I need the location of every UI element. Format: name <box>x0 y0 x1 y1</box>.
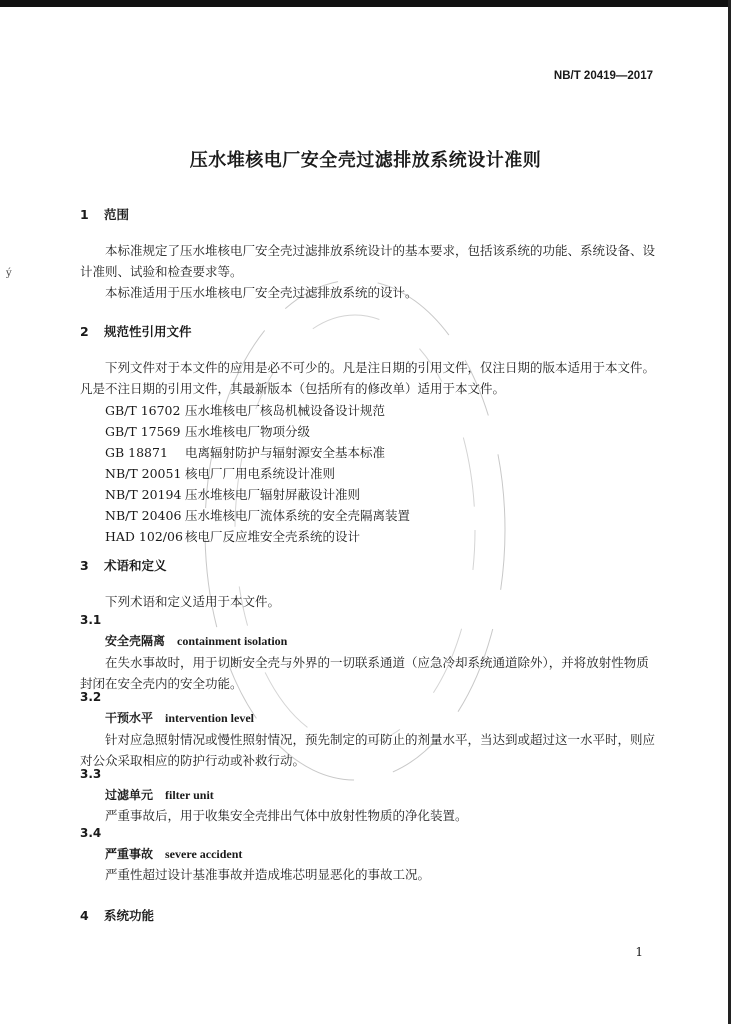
reference-title: 核电厂反应堆安全壳系统的设计 <box>185 529 361 544</box>
term-number: 3.4 <box>80 826 102 840</box>
scope-paragraph-1: 本标准规定了压水堆核电厂安全壳过滤排放系统设计的基本要求，包括该系统的功能、系统设备、设计准则、试验和检查要求等。 <box>80 243 656 279</box>
section-title: 系统功能 <box>104 908 155 923</box>
section-heading-functions <box>80 906 154 924</box>
section-title: 术语和定义 <box>104 558 167 573</box>
term-en: intervention level <box>165 711 254 725</box>
section-number: 4 <box>80 908 89 923</box>
terms-intro: 下列术语和定义适用于本文件。 <box>105 594 281 609</box>
page-number: 1 <box>635 945 643 959</box>
term-zh: 严重事故 <box>105 847 154 861</box>
scan-top-border <box>0 0 731 7</box>
reference-item <box>105 422 310 440</box>
term-zh: 安全壳隔离 <box>105 634 166 648</box>
section-number: 3 <box>80 558 89 573</box>
term-definition: 严重事故后，用于收集安全壳排出气体中放射性物质的净化装置。 <box>105 808 468 823</box>
standard-code: NB/T 20419—2017 <box>553 70 653 82</box>
references-intro: 下列文件对于本文件的应用是必不可少的。凡是注日期的引用文件，仅注日期的版本适用于本文件。凡是不注日期的引用文件，其最新版本（包括所有的修改单）适用于本文件。 <box>80 360 656 396</box>
term-number: 3.3 <box>80 767 102 781</box>
section-heading-terms <box>80 556 167 574</box>
reference-title: 核电厂厂用电系统设计准则 <box>185 466 336 481</box>
reference-item <box>105 464 335 482</box>
reference-item <box>105 506 410 524</box>
term-en: filter unit <box>165 788 214 802</box>
reference-item <box>105 485 360 503</box>
reference-item <box>105 401 385 419</box>
term-heading <box>105 786 214 803</box>
section-heading-scope <box>80 205 129 223</box>
reference-title: 压水堆核电厂辐射屏蔽设计准则 <box>185 487 361 502</box>
section-title: 范围 <box>104 207 130 222</box>
reference-code: NB/T 20406 <box>105 508 182 523</box>
section-title: 规范性引用文件 <box>104 324 192 339</box>
reference-code: GB/T 17569 <box>105 424 181 439</box>
document-title: 压水堆核电厂安全壳过滤排放系统设计准则 <box>189 150 542 171</box>
section-number: 2 <box>80 324 89 339</box>
reference-code: NB/T 20194 <box>105 487 182 502</box>
reference-title: 电离辐射防护与辐射源安全基本标准 <box>185 445 386 460</box>
term-number: 3.1 <box>80 613 102 627</box>
term-number: 3.2 <box>80 690 102 704</box>
reference-title: 压水堆核电厂核岛机械设备设计规范 <box>185 403 386 418</box>
scan-artifact: ý <box>6 268 12 279</box>
term-zh: 干预水平 <box>105 711 154 725</box>
reference-code: GB/T 16702 <box>105 403 181 418</box>
term-definition: 在失水事故时，用于切断安全壳与外界的一切联系通道（应急冷却系统通道除外），并将放射性物质封闭在安全壳内的安全功能。 <box>80 655 649 691</box>
reference-title: 压水堆核电厂流体系统的安全壳隔离装置 <box>185 508 411 523</box>
reference-item <box>105 443 385 461</box>
reference-code: GB 18871 <box>105 445 168 460</box>
term-heading <box>105 845 242 862</box>
term-heading <box>105 709 254 726</box>
section-number: 1 <box>80 207 89 222</box>
term-definition: 针对应急照射情况或慢性照射情况，预先制定的可防止的剂量水平，当达到或超过这一水平时，则应对公众采取相应的防护行动或补救行动。 <box>80 732 656 768</box>
reference-code: NB/T 20051 <box>105 466 182 481</box>
term-zh: 过滤单元 <box>105 788 154 802</box>
scope-paragraph-2: 本标准适用于压水堆核电厂安全壳过滤排放系统的设计。 <box>105 285 418 300</box>
term-definition: 严重性超过设计基准事故并造成堆芯明显恶化的事故工况。 <box>105 867 431 882</box>
reference-item <box>105 527 360 545</box>
term-en: containment isolation <box>177 634 288 648</box>
term-en: severe accident <box>165 847 243 861</box>
reference-code: HAD 102/06 <box>105 529 183 544</box>
term-heading <box>105 632 287 649</box>
section-heading-references <box>80 322 192 340</box>
reference-title: 压水堆核电厂物项分级 <box>185 424 311 439</box>
